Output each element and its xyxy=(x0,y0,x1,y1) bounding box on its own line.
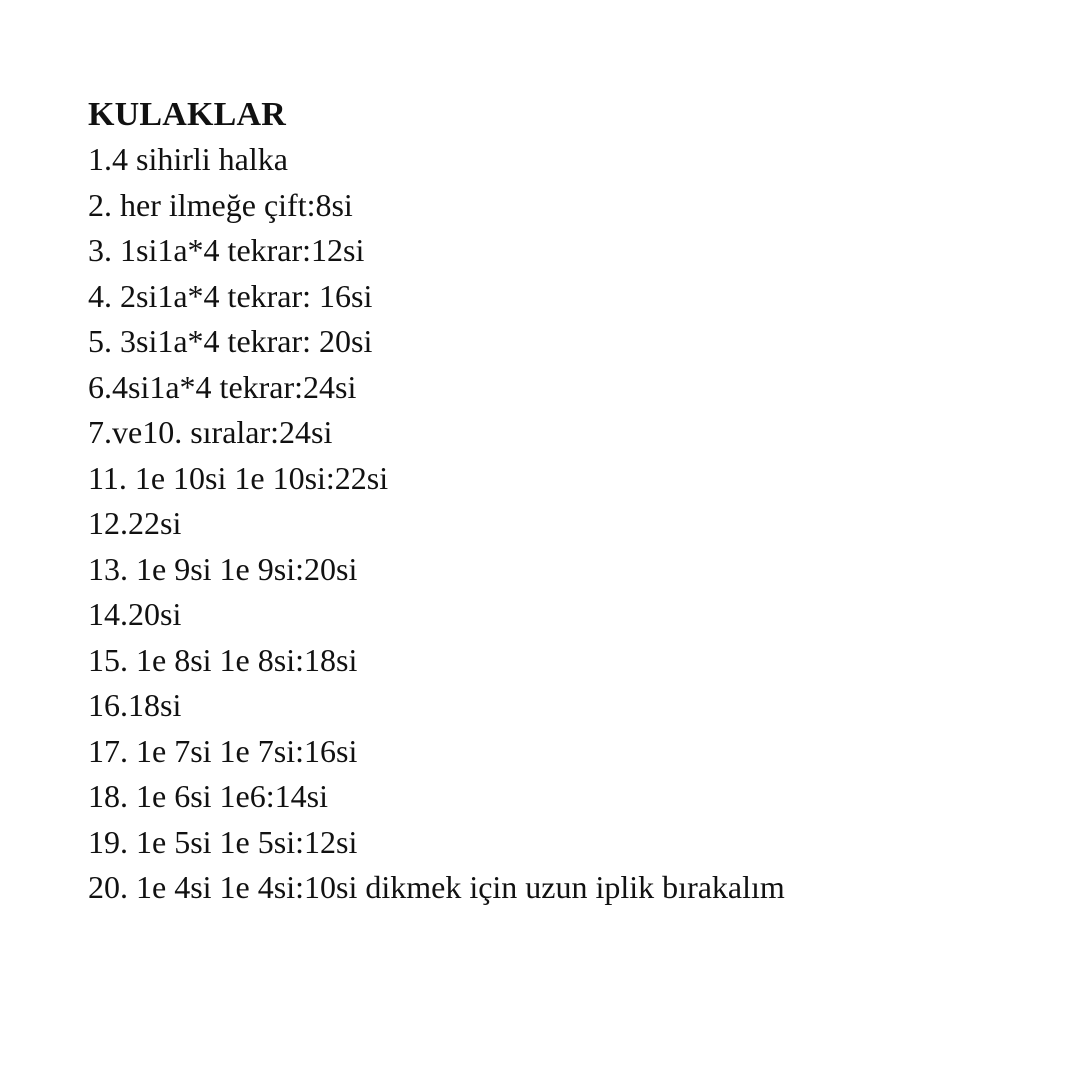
pattern-row-4: 4. 2si1a*4 tekrar: 16si xyxy=(88,277,373,314)
pattern-row-1: 1.4 sihirli halka xyxy=(88,141,288,177)
pattern-row-19: 19. 1e 5si 1e 5si:12si xyxy=(88,823,358,860)
pattern-row-14: 14.20si xyxy=(88,596,182,632)
pattern-row-16: 16.18si xyxy=(88,687,182,723)
pattern-row-6: 6.4si1a*4 tekrar:24si xyxy=(88,368,357,405)
pattern-row-12: 12.22si xyxy=(88,505,182,541)
pattern-row-11: 11. 1e 10si 1e 10si:22si xyxy=(88,459,389,496)
document-title: KULAKLAR xyxy=(88,96,287,133)
pattern-row-20: 20. 1e 4si 1e 4si:10si dikmek için uzun iplik bırakalım xyxy=(88,869,785,905)
pattern-row-3: 3. 1si1a*4 tekrar:12si xyxy=(88,232,365,268)
pattern-row-13: 13. 1e 9si 1e 9si:20si xyxy=(88,550,358,587)
pattern-document xyxy=(88,92,1048,911)
pattern-row-15: 15. 1e 8si 1e 8si:18si xyxy=(88,641,358,678)
pattern-row-17: 17. 1e 7si 1e 7si:16si xyxy=(88,732,358,769)
pattern-row-7-10: 7.ve10. sıralar:24si xyxy=(88,414,333,450)
pattern-row-2: 2. her ilmeğe çift:8si xyxy=(88,186,353,223)
pattern-row-5: 5. 3si1a*4 tekrar: 20si xyxy=(88,323,373,359)
pattern-row-18: 18. 1e 6si 1e6:14si xyxy=(88,778,328,814)
pattern-rows-list xyxy=(88,137,1048,911)
